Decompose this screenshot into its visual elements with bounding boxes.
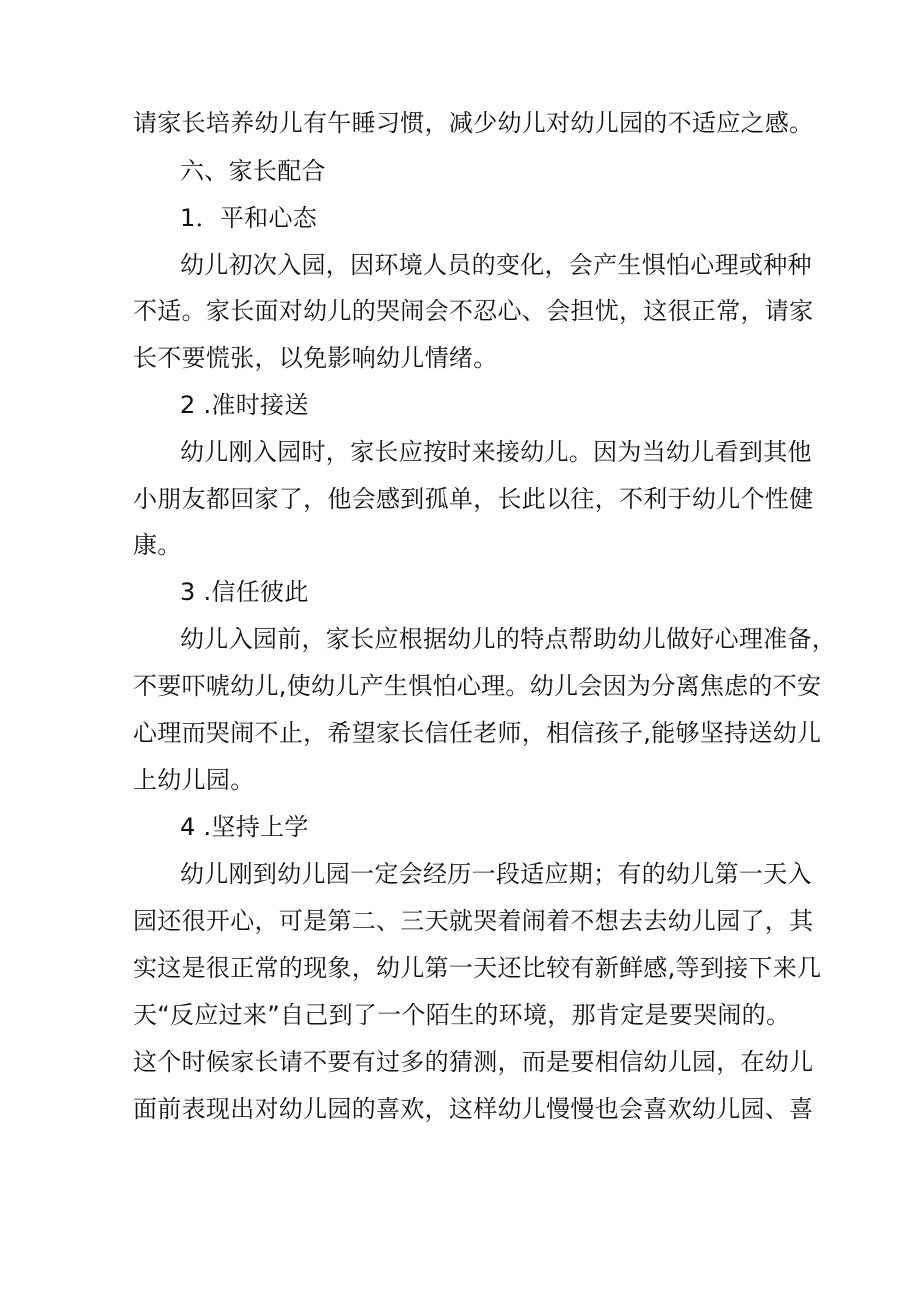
paragraph-line: 康。: [133, 531, 182, 559]
paragraph-line: 幼儿初次入园，因环境人员的变化，会产生惧怕心理或种种: [180, 251, 812, 279]
paragraph-line: 上幼儿园。: [133, 766, 255, 794]
subsection-heading: 1．平和心态: [180, 204, 318, 232]
paragraph-line: 实这是很正常的现象，幼儿第一天还比较有新鲜感,等到接下来几: [133, 954, 822, 982]
paragraph-line: 这个时候家长请不要有过多的猜测，而是要相信幼儿园，在幼儿: [133, 1048, 814, 1076]
paragraph-line: 不要吓唬幼儿,使幼儿产生惧怕心理。幼儿会因为分离焦虑的不安: [133, 672, 822, 700]
paragraph-line: 园还很开心，可是第二、三天就哭着闹着不想去去幼儿园了，其: [133, 907, 814, 935]
paragraph-line: 小朋友都回家了，他会感到孤单，长此以往，不利于幼儿个性健: [133, 485, 814, 513]
paragraph-line: 幼儿刚入园时，家长应按时来接幼儿。因为当幼儿看到其他: [180, 438, 812, 466]
paragraph-line: 天“反应过来”自己到了一个陌生的环境，那肯定是要哭闹的。: [133, 1001, 791, 1029]
paragraph-line: 幼儿入园前，家长应根据幼儿的特点帮助幼儿做好心理准备，: [180, 625, 837, 653]
subsection-heading: 3 .信任彼此: [180, 578, 309, 606]
section-heading: 六、家长配合: [180, 157, 326, 185]
paragraph-line: 面前表现出对幼儿园的喜欢，这样幼儿慢慢也会喜欢幼儿园、喜: [133, 1095, 814, 1123]
paragraph-line: 不适。家长面对幼儿的哭闹会不忍心、会担忧，这很正常，请家: [133, 297, 814, 325]
paragraph-line: 心理而哭闹不止，希望家长信任老师，相信孩子,能够坚持送幼儿: [133, 719, 822, 747]
paragraph-line: 长不要慌张，以免影响幼儿情绪。: [133, 344, 498, 372]
paragraph-line: 请家长培养幼儿有午睡习惯，减少幼儿对幼儿园的不适应之感。: [133, 109, 814, 137]
subsection-heading: 2 .准时接送: [180, 391, 309, 419]
paragraph-line: 幼儿刚到幼儿园一定会经历一段适应期；有的幼儿第一天入: [180, 860, 812, 888]
subsection-heading: 4 .坚持上学: [180, 813, 309, 841]
